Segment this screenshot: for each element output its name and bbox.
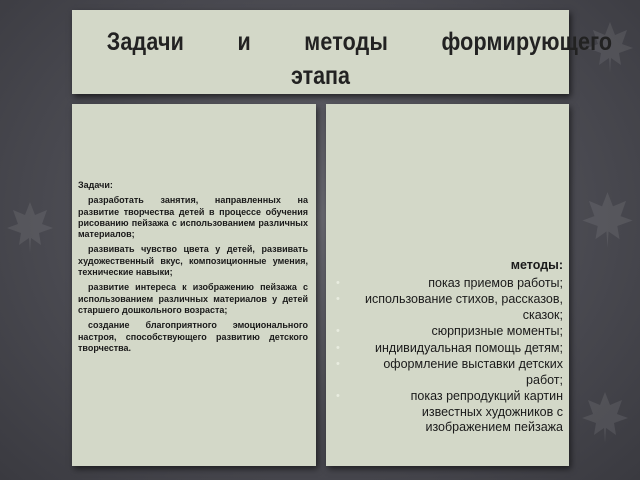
method-item [333, 341, 563, 357]
method-item [333, 276, 563, 292]
method-item [333, 292, 563, 323]
method-item [333, 357, 563, 388]
task-item: развивать чувство цвета у детей, развивать художественный вкус, композиционные умения, технические навыки; [78, 244, 308, 278]
methods-heading: методы: [510, 258, 563, 272]
title-box [72, 10, 613, 94]
bullet-icon: • [336, 276, 340, 289]
maple-leaf-icon [5, 200, 55, 255]
method-item [333, 389, 563, 436]
tasks-list [78, 180, 308, 358]
method-item-label: сюрпризные моменты; [431, 324, 563, 338]
maple-leaf-icon [580, 390, 630, 445]
methods-list [333, 258, 563, 437]
maple-leaf-icon [580, 190, 635, 250]
method-item [333, 324, 563, 340]
task-item: развитие интереса к изображению пейзажа с использованием различных материалов у детей старшего дошкольного возраста; [78, 282, 308, 315]
bullet-icon: • [336, 358, 340, 370]
bullet-icon: • [336, 293, 340, 305]
bullet-icon: • [336, 390, 340, 402]
bullet-icon: • [336, 341, 340, 354]
method-item-label: показ репродукций картин известных художников с изображением пейзажа [410, 389, 563, 434]
tasks-heading: Задачи: [78, 180, 113, 190]
task-item: разработать занятия, направленных на развитие творчества детей в процессе обучения рисованию пейзажа с использованием различных материалов; [78, 195, 308, 240]
method-item-label: использование стихов, рассказов, сказок; [364, 292, 563, 322]
bullet-icon: • [336, 325, 340, 337]
page-title-line2: этапа [290, 62, 351, 90]
task-item: создание благоприятного эмоционального настроя, способствующего развитию детского творчества. [78, 320, 308, 353]
tasks-panel [72, 104, 316, 466]
method-item-label: оформление выставки детских работ; [383, 357, 563, 387]
page-title: Задачи и методы формирующего [106, 28, 613, 56]
method-item-label: показ приемов работы; [428, 275, 563, 290]
method-item-label: индивидуальная помощь детям; [375, 340, 563, 355]
methods-panel [326, 104, 569, 466]
